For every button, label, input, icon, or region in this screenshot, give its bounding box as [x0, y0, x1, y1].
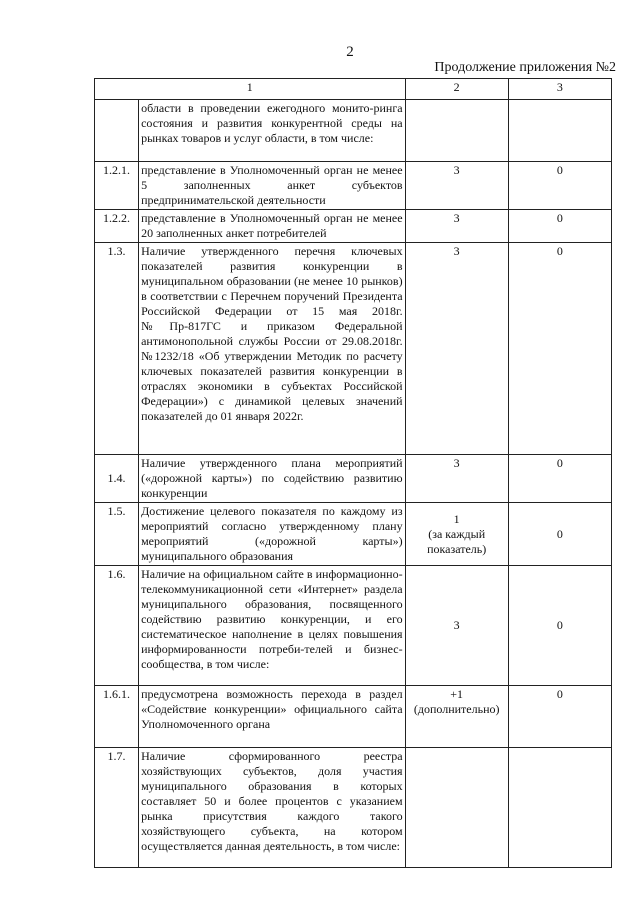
row-value-col3: 0 — [508, 162, 611, 210]
row-text: Наличие сформированного реестра хозяйствующих субъектов, доля участия муниципального образования в которых составляет 50 и более процентов с указанием рынка присутствия каждого такого хозяйствующего субъекта, на котором осуществляется данная деятельность, в том числе: — [139, 748, 406, 868]
row-number: 1.5. — [95, 503, 139, 566]
page-number: 2 — [346, 44, 354, 60]
row-text: предусмотрена возможность перехода в раздел «Содействие конкуренции» официального сайта Уполномоченного органа — [139, 686, 406, 748]
row-value-col3 — [508, 748, 611, 868]
row-text: Наличие на официальном сайте в информационно-телекоммуникационной сети «Интернет» раздела муниципального образования, посвященного содействию развитию конкуренции, и его систематическое наполнение в целях повышения информированности потреби-телей и бизнес-сообщества, в том числе: — [139, 566, 406, 686]
table-row — [95, 100, 612, 162]
row-value-col2: 3 — [405, 455, 508, 503]
row-number: 1.7. — [95, 748, 139, 868]
row-value-col2: 3 — [405, 243, 508, 455]
row-value-col2: 3 — [405, 566, 508, 686]
table-row — [95, 748, 612, 868]
column-header-2: 2 — [405, 79, 508, 100]
row-value-col2: +1 (дополнительно) — [405, 686, 508, 748]
row-value-col3: 0 — [508, 686, 611, 748]
table-row — [95, 243, 612, 455]
column-header-1: 1 — [95, 79, 406, 100]
row-number — [95, 100, 139, 162]
table-row — [95, 686, 612, 748]
row-text: Наличие утвержденного плана мероприятий («дорожной карты») по содействию развитию конкуренции — [139, 455, 406, 503]
row-number: 1.2.1. — [95, 162, 139, 210]
row-value-col3: 0 — [508, 455, 611, 503]
row-number: 1.6. — [95, 566, 139, 686]
row-text: Достижение целевого показателя по каждому из мероприятий согласно утвержденному плану мероприятий («дорожной карты») муниципального образования — [139, 503, 406, 566]
table-row — [95, 566, 612, 686]
row-text: представление в Уполномоченный орган не менее 20 заполненных анкет потребителей — [139, 210, 406, 243]
row-value-col2 — [405, 748, 508, 868]
row-number: 1.4. — [95, 455, 139, 503]
table-header-row — [95, 79, 612, 100]
row-number: 1.3. — [95, 243, 139, 455]
row-text: представление в Уполномоченный орган не менее 5 заполненных анкет субъектов предпринимательской деятельности — [139, 162, 406, 210]
row-value-col3: 0 — [508, 210, 611, 243]
row-value-col3: 0 — [508, 243, 611, 455]
table-row — [95, 503, 612, 566]
row-value-col2: 3 — [405, 162, 508, 210]
column-header-3: 3 — [508, 79, 611, 100]
criteria-table — [94, 78, 612, 868]
row-value-col2 — [405, 100, 508, 162]
row-number: 1.2.2. — [95, 210, 139, 243]
row-value-col3: 0 — [508, 566, 611, 686]
row-text: Наличие утвержденного перечня ключевых показателей развития конкуренции в муниципальном образовании (не менее 10 рынков) в соответствии с Перечнем поручений Президента Российской Федерации от 15 мая 2018г. №Пр-817ГС и приказом Федеральной антимонопольной службы России от 29.08.2018г. №1232/18 «Об утверждении Методик по расчету ключевых показателей развития конкуренции в отраслях экономики в субъектах Российской Федерации») с динамикой целевых значений показателей до 01 января 2022г. — [139, 243, 406, 455]
table-row — [95, 162, 612, 210]
row-value-col2: 3 — [405, 210, 508, 243]
row-value-col2: 1 (за каждый показатель) — [405, 503, 508, 566]
table-row — [95, 210, 612, 243]
row-text: области в проведении ежегодного монито-ринга состояния и развития конкурентной среды на рынках товаров и услуг области, в том числе: — [139, 100, 406, 162]
table-row — [95, 455, 612, 503]
row-value-col3: 0 — [508, 503, 611, 566]
row-value-col3 — [508, 100, 611, 162]
appendix-continuation-note: Продолжение приложения №2 — [434, 60, 616, 75]
row-number: 1.6.1. — [95, 686, 139, 748]
